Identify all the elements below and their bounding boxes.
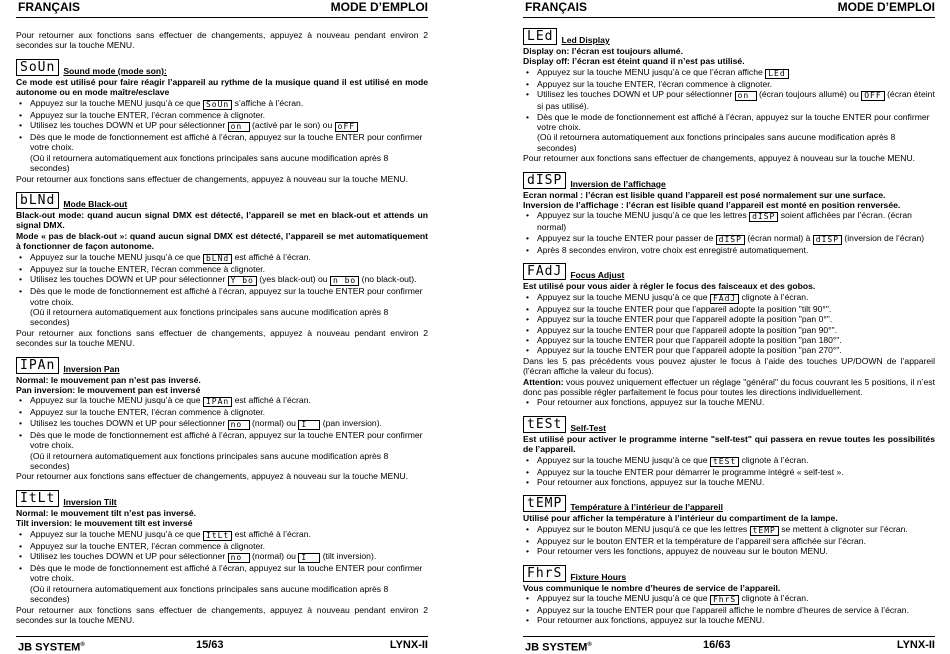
page-content [16,30,428,632]
section-title: Température à l’intérieur de l’appareil [570,502,723,513]
list-item: • Appuyez sur le bouton MENU jusqu’à ce que les lettres tEMP se mettent à clignoter sur l’écran. [523,524,935,536]
list-item: • Pour retourner aux fonctions, appuyez sur la touche MENU. [523,477,935,487]
list-item: • Appuyez sur la touche ENTER, l’écran commence à clignoter. [16,541,428,551]
footer-rule [523,636,935,637]
list-item: • Appuyez sur la touche ENTER pour que l’appareil adopte la position "pan 90°". [523,325,935,335]
list-item: • Dès que le mode de fonctionnement est affiché à l’écran, appuyez sur la touche ENTER pour confirmer votre choix. [16,563,428,584]
header-rule [16,17,428,18]
lcd-display-icon: LEd [523,28,557,45]
lcd-display-icon: SoUn [203,100,232,110]
lcd-display-icon: FhrS [523,565,566,582]
page-number: 16/63 [703,639,731,651]
lcd-display-icon: FAdJ [710,294,739,304]
lcd-display-icon: dISP [813,235,842,245]
list-item: • Appuyez sur la touche ENTER, l’écran commence à clignoter. [16,110,428,120]
section-description: Black-out mode: quand aucun signal DMX est détecté, l’appareil se met en black-out et attends un signal DMX. [16,210,428,231]
footer-model: LYNX-II [896,639,935,651]
list-item: • Appuyez sur la touche ENTER pour que l’appareil affiche le nombre d’heures de service à l’écran. [523,605,935,615]
list-item: • Appuyez sur la touche MENU jusqu’à ce que les lettres dISP soient affichées par l’écran. (écran normal) [523,210,935,232]
section-description: Display off: l’écran est éteint quand il n’est pas utilisé. [523,56,745,67]
lcd-display-icon: dISP [716,235,745,245]
section-title: Inversion Tilt [63,496,117,507]
list-item: • Appuyez sur la touche ENTER, l’écran commence à clignoter. [523,79,935,89]
page-number: 15/63 [196,639,224,651]
list-item: • Appuyez sur la touche MENU jusqu’à ce que bLNd est affiché à l’écran. [16,252,428,264]
list-item: • Appuyez sur la touche ENTER pour que l’appareil adopte la position "pan 180°". [523,335,935,345]
section-description: Normal: le mouvement tilt n’est pas inversé. [16,507,197,518]
list-item: • Appuyez sur la touche ENTER, l’écran commence à clignoter. [16,264,428,274]
lcd-display-icon: tESt [710,457,739,467]
list-item: • Appuyez sur la touche MENU jusqu’à ce que FAdJ clignote à l’écran. [523,292,935,304]
section-description: Display on: l’écran est toujours allumé. [523,46,683,56]
section-description: Tilt inversion: le mouvement tilt est inversé [16,518,193,529]
section-description: Normal: le mouvement pan n’est pas inversé. [16,374,201,385]
list-item: • Utilisez les touches DOWN et UP pour sélectionner Y bo (yes black-out) ou n bo (no black-out). [16,274,428,286]
section-description: Est utilisé pour vous aider à régler le focus des faisceaux et des gobos. [523,281,816,292]
lcd-display-icon: OFF [861,91,884,101]
list-item: • Appuyez sur la touche MENU jusqu’à ce que tESt clignote à l’écran. [523,455,935,467]
list-item: • Après 8 secondes environ, votre choix est enregistré automatiquement. [523,245,935,255]
lcd-display-icon: LEd [765,69,788,79]
note-text: (Où il retournera automatiquement aux fonctions principales sans aucune modification après 8 secondes) [537,132,896,153]
lcd-display-icon: oFF [335,122,358,132]
closing-text: Pour retourner aux fonctions sans effectuer de changements, appuyez à nouveau pendant environ 2 secondes sur la touche MENU. [16,604,428,626]
section-description: Inversion de l’affichage : l’écran est lisible quand l’appareil est monté en position renversée. [523,200,901,211]
lcd-display-icon: tEMP [523,495,566,512]
footer-model: LYNX-II [389,639,428,651]
list-item: • Utilisez les touches DOWN et UP pour sélectionner on (activé par le son) ou oFF [16,120,428,132]
page-15 [16,0,428,654]
header-language: FRANÇAIS [18,0,80,14]
section-title: Focus Adjust [570,270,625,281]
list-item: • Appuyez sur le bouton ENTER et la température de l’appareil sera affichée sur l’écran. [523,536,935,546]
lcd-display-icon: Y bo [228,276,257,286]
section-title: Led Display [561,35,610,45]
list-item: • Appuyez sur la touche ENTER pour que l’appareil adopte la position "pan 270°". [523,345,935,355]
page-footer [16,640,428,653]
list-item: • Dès que le mode de fonctionnement est affiché à l’écran, appuyez sur la touche ENTER pour confirmer votre choix. [16,132,428,153]
lcd-display-icon: no [228,420,250,430]
section-description: Vous communique le nombre d’heures de service de l’appareil. [523,582,781,593]
list-item: • Utilisez les touches DOWN et UP pour sélectionner no (normal) ou I (tilt inversion). [16,551,428,563]
section-led-display [523,27,935,164]
list-item: • Dès que le mode de fonctionnement est affiché à l’écran, appuyez sur la touche ENTER pour confirmer votre choix. [16,430,428,451]
page-header [523,2,935,16]
section-description: Mode « pas de black-out »: quand aucun signal DMX est détecté, l’appareil se met automatiquement à fonctionner de façon autonome. [16,230,428,252]
instruction-list [523,524,935,557]
section-sound-mode [16,58,428,184]
section-display-inversion [523,171,935,256]
lcd-display-icon: dISP [523,172,566,189]
list-item: • Appuyez sur la touche ENTER pour passer de dISP (écran normal) à dISP (inversion de l’écran) [523,233,935,245]
note-text: (Où il retournera automatiquement aux fonctions principales sans aucune modification après 8 secondes) [30,583,389,605]
page-footer [523,640,935,653]
lcd-display-icon: FhrS [710,595,739,605]
section-title: Self-Test [570,422,606,433]
lcd-display-icon: ItLt [203,531,232,541]
section-blackout-mode [16,191,428,348]
section-description: Est utilisé pour activer le programme interne "self-test" qui passera en revue toutes les possibilités de l’appareil. [523,433,935,455]
lcd-display-icon: IPAn [16,357,59,374]
lcd-display-icon: I [298,553,320,563]
list-item: • Utilisez les touches DOWN et UP pour sélectionner no (normal) ou I (pan inversion). [16,418,428,430]
instruction-list [16,252,428,307]
lcd-display-icon: on [228,122,250,132]
list-item: • Appuyez sur la touche MENU jusqu’à ce que l’écran affiche LEd [523,67,935,79]
list-item: • Appuyez sur la touche MENU jusqu’à ce que ItLt est affiché à l’écran. [16,529,428,541]
list-item: • Appuyez sur la touche ENTER pour démarrer le programme intégré « self-test ». [523,467,935,477]
lcd-display-icon: dISP [749,212,778,222]
list-item: • Appuyez sur la touche ENTER pour que l’appareil adopte la position "tilt 90°". [523,304,935,314]
instruction-list [523,67,935,133]
note-text: (Où il retournera automatiquement aux fonctions principales sans aucune modification après 8 secondes) [30,306,389,328]
instruction-list [523,397,935,407]
section-title: Inversion de l’affichage [570,178,666,189]
list-item: • Appuyez sur la touche ENTER pour que l’appareil adopte la position "pan 0°". [523,314,935,324]
lcd-display-icon: on [735,91,757,101]
lcd-display-icon: bLNd [203,254,232,264]
list-item: • Appuyez sur la touche MENU jusqu’à ce que SoUn s’affiche à l’écran. [16,98,428,110]
list-item: • Appuyez sur la touche ENTER, l’écran commence à clignoter. [16,407,428,417]
section-title: Fixture Hours [570,571,627,582]
footer-rule [16,636,428,637]
list-item: • Appuyez sur la touche MENU jusqu’à ce que IPAn est affiché à l’écran. [16,395,428,407]
footer-brand: JB SYSTEM® [18,641,85,654]
header-title: MODE D’EMPLOI [330,0,428,14]
header-language: FRANÇAIS [525,0,587,14]
list-item: • Pour retourner vers les fonctions, appuyez de nouveau sur le bouton MENU. [523,546,935,556]
page-header [16,2,428,16]
section-fixture-hours [523,564,935,626]
list-item: • Pour retourner aux fonctions, appuyez sur la touche MENU. [523,615,935,625]
list-item: • Pour retourner aux fonctions, appuyez sur la touche MENU. [523,397,935,407]
lcd-display-icon: n bo [330,276,359,286]
closing-text: Pour retourner aux fonctions sans effectuer de changements, appuyez à nouveau sur la touche MENU. [16,173,409,184]
section-title: Sound mode (mode son): [63,65,167,76]
lcd-display-icon: ItLt [16,490,59,507]
intro-paragraph: Pour retourner aux fonctions sans effectuer de changements, appuyez à nouveau pendant environ 2 secondes sur la touche MENU. [16,30,428,51]
note-text: (Où il retournera automatiquement aux fonctions principales sans aucune modification après 8 secondes) [30,152,389,174]
section-inversion-pan [16,356,428,482]
section-self-test [523,415,935,488]
header-rule [523,17,935,18]
footer-brand: JB SYSTEM® [525,641,592,654]
section-title: Mode Black-out [63,199,128,210]
header-title: MODE D’EMPLOI [837,0,935,14]
lcd-display-icon: tEMP [750,526,779,536]
instruction-list [16,98,428,153]
closing-text: Pour retourner aux fonctions sans effectuer de changements, appuyez à nouveau pendant environ 2 secondes sur la touche MENU. [16,327,428,349]
body-paragraph: Dans les 5 pas précédents vous pouvez ajuster le focus à l’aide des touches UP/DOWN de l’appareil (l’écran affiche la valeur du focus). [523,355,935,377]
lcd-display-icon: no [228,553,250,563]
section-description: Utilisé pour afficher la température à l’intérieur du compartiment de la lampe. [523,513,838,524]
closing-text: Pour retourner aux fonctions sans effectuer de changements, appuyez à nouveau sur la touche MENU. [16,471,409,482]
section-temperature [523,494,935,556]
instruction-list [523,292,935,356]
lcd-display-icon: I [298,420,320,430]
section-description: Pan inversion: le mouvement pan est inversé [16,384,201,395]
note-text: (Où il retournera automatiquement aux fonctions principales sans aucune modification après 8 secondes) [30,450,389,471]
instruction-list [523,210,935,255]
lcd-display-icon: tESt [523,416,566,433]
page-16 [523,0,935,654]
page-content [523,27,935,632]
instruction-list [16,529,428,584]
lcd-display-icon: IPAn [203,397,232,407]
closing-text: Pour retourner aux fonctions sans effectuer de changements, appuyez à nouveau sur la touche MENU. [523,153,916,164]
section-title: Inversion Pan [63,363,120,374]
lcd-display-icon: FAdJ [523,263,566,280]
section-description: Ecran normal : l’écran est lisible quand l’appareil est posé normalement sur une surface. [523,189,886,200]
section-description: Ce mode est utilisé pour faire réagir l’appareil au rythme de la musique quand il est utilisé en mode autonome ou en mode maître/esclave [16,76,428,98]
lcd-display-icon: SoUn [16,59,59,76]
lcd-display-icon: bLNd [16,192,59,209]
instruction-list [16,395,428,450]
section-focus-adjust [523,262,935,407]
list-item: • Appuyez sur la touche MENU jusqu’à ce que FhrS clignote à l’écran. [523,593,935,605]
list-item: • Utilisez les touches DOWN et UP pour sélectionner on (écran toujours allumé) ou OFF (écran éteint si pas utilisé). [523,89,935,111]
instruction-list [523,455,935,488]
list-item: • Dès que le mode de fonctionnement est affiché à l’écran, appuyez sur la touche ENTER pour confirmer votre choix. [16,286,428,307]
section-inversion-tilt [16,489,428,626]
instruction-list [523,593,935,626]
list-item: • Dès que le mode de fonctionnement est affiché à l’écran, appuyez sur la touche ENTER pour confirmer votre choix. [523,112,935,133]
attention-paragraph: Attention: vous pouvez uniquement effectuer un réglage "général" du focus couvrant les 5 positions, il n’est donc pas possible régler parfaitement le focus pour toutes les directions individuellement. [523,376,935,397]
